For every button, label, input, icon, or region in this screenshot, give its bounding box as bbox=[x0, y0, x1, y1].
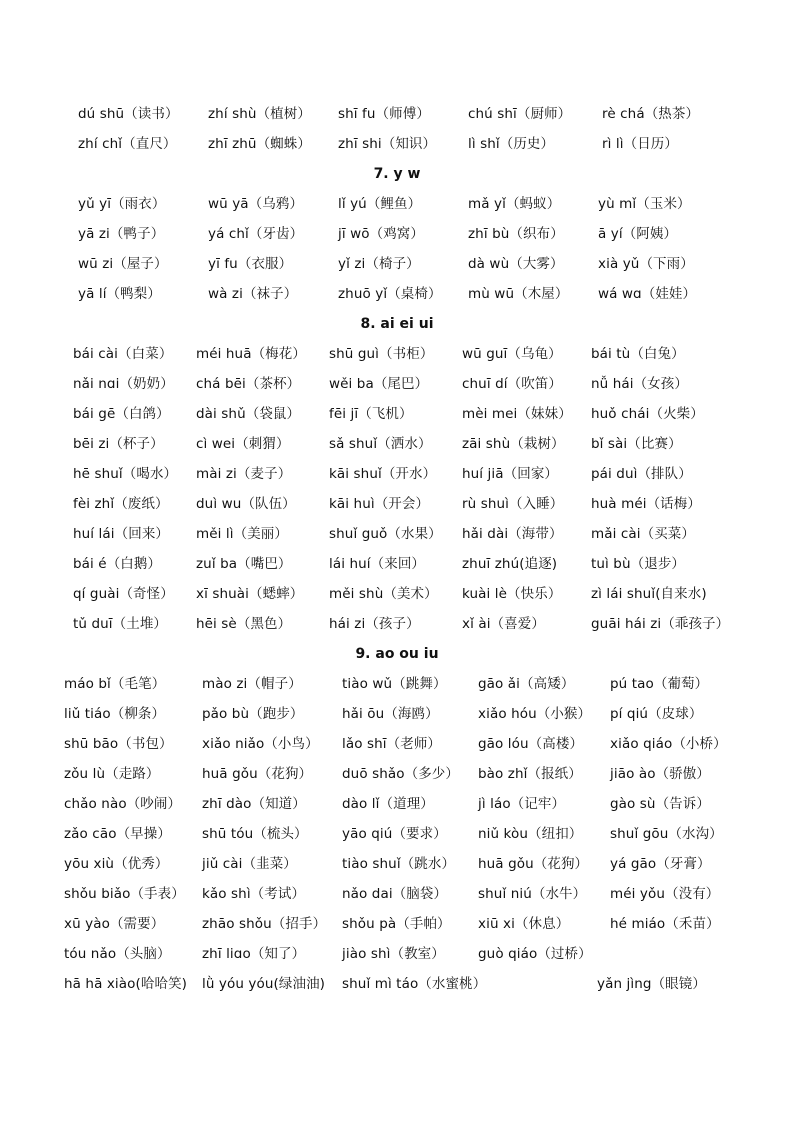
word-entry: máo bǐ（毛笔） bbox=[64, 676, 166, 692]
word-entry: yā zi（鸭子） bbox=[78, 226, 165, 242]
word-entry: hǎi ōu（海鸥） bbox=[342, 706, 439, 722]
word-entry: zhī dào（知道） bbox=[202, 796, 306, 812]
word-entry: sǎ shuǐ（洒水） bbox=[329, 436, 432, 452]
word-entry: měi shù（美术） bbox=[329, 586, 438, 602]
word-entry: kuài lè（快乐） bbox=[462, 586, 562, 602]
word-entry: shū bāo（书包） bbox=[64, 736, 173, 752]
word-entry: dú shū（读书） bbox=[78, 106, 179, 122]
word-entry: xū yào（需要） bbox=[64, 916, 165, 932]
section-title-8: 8. ai ei ui bbox=[360, 316, 434, 332]
word-entry: yǎn jìng（眼镜） bbox=[597, 976, 706, 992]
word-entry: guò qiáo（过桥） bbox=[478, 946, 592, 962]
word-entry: zhuō yǐ（桌椅） bbox=[338, 286, 442, 302]
word-entry: bái gē（白鸽） bbox=[73, 406, 170, 422]
word-entry: yǔ yī（雨衣） bbox=[78, 196, 166, 212]
word-entry: lái huí（来回） bbox=[329, 556, 426, 572]
word-entry: xiǎo niǎo（小鸟） bbox=[202, 736, 319, 752]
word-entry: gāo lóu（高楼） bbox=[478, 736, 584, 752]
word-entry: huā gǒu（花狗） bbox=[202, 766, 313, 782]
word-entry: bái cài（白菜） bbox=[73, 346, 173, 362]
word-entry: shuǐ guǒ（水果） bbox=[329, 526, 442, 542]
word-entry: tuì bù（退步） bbox=[591, 556, 686, 572]
word-entry: shū guì（书柜） bbox=[329, 346, 434, 362]
word-entry: dài shǔ（袋鼠） bbox=[196, 406, 301, 422]
word-entry: xià yǔ（下雨） bbox=[598, 256, 694, 272]
word-entry: hēi sè（黑色） bbox=[196, 616, 292, 632]
word-entry: hē shuǐ（喝水） bbox=[73, 466, 178, 482]
word-entry: zhī zhū（蜘蛛） bbox=[208, 136, 311, 152]
word-entry: jiǔ cài（韭菜） bbox=[202, 856, 297, 872]
word-entry: zhí shù（植树） bbox=[208, 106, 311, 122]
word-entry: pǎo bù（跑步） bbox=[202, 706, 304, 722]
word-entry: niǔ kòu（纽扣） bbox=[478, 826, 583, 842]
word-entry: xiū xi（休息） bbox=[478, 916, 570, 932]
word-entry: wū zi（屋子） bbox=[78, 256, 168, 272]
word-entry: zhuī zhú(追逐) bbox=[462, 556, 558, 572]
word-entry: kǎo shì（考试） bbox=[202, 886, 306, 902]
word-entry: shī fu（师傅） bbox=[338, 106, 430, 122]
word-entry: hé miáo（禾苗） bbox=[610, 916, 720, 932]
word-entry: fēi jī（飞机） bbox=[329, 406, 413, 422]
word-entry: mǎ yǐ（蚂蚁） bbox=[468, 196, 561, 212]
word-entry: wū yā（乌鸦） bbox=[208, 196, 304, 212]
word-entry: nǎo dai（脑袋） bbox=[342, 886, 448, 902]
word-entry: gào sù（告诉） bbox=[610, 796, 710, 812]
word-entry: shuǐ mì táo（水蜜桃） bbox=[342, 976, 487, 992]
section-title-7: 7. y w bbox=[373, 166, 421, 182]
word-entry: zāi shù（栽树） bbox=[462, 436, 565, 452]
word-entry: tiào shuǐ（跳水） bbox=[342, 856, 456, 872]
word-entry: nǚ hái（女孩） bbox=[591, 376, 688, 392]
word-entry: yāo qiú（要求） bbox=[342, 826, 447, 842]
word-entry: duō shǎo（多少） bbox=[342, 766, 459, 782]
word-entry: mèi mei（妹妹） bbox=[462, 406, 572, 422]
word-entry: huǒ chái（火柴） bbox=[591, 406, 704, 422]
word-entry: méi yǒu（没有） bbox=[610, 886, 720, 902]
word-entry: yā lí（鸭梨） bbox=[78, 286, 161, 302]
word-entry: yōu xiù（优秀） bbox=[64, 856, 169, 872]
word-entry: lì shǐ（历史） bbox=[468, 136, 555, 152]
word-entry: hái zi（孩子） bbox=[329, 616, 420, 632]
word-entry: rì lì（日历） bbox=[602, 136, 678, 152]
word-entry: zhāo shǒu（招手） bbox=[202, 916, 327, 932]
word-entry: chuī dí（吹笛） bbox=[462, 376, 562, 392]
word-entry: zuǐ ba（嘴巴） bbox=[196, 556, 292, 572]
word-entry: cì wei（刺猬） bbox=[196, 436, 290, 452]
word-entry: nǎi nɑi（奶奶） bbox=[73, 376, 174, 392]
word-entry: dà wù（大雾） bbox=[468, 256, 564, 272]
word-entry: wū guī（乌龟） bbox=[462, 346, 562, 362]
word-entry: měi lì（美丽） bbox=[196, 526, 288, 542]
word-entry: liǔ tiáo（柳条） bbox=[64, 706, 166, 722]
word-entry: mào zi（帽子） bbox=[202, 676, 302, 692]
word-entry: tóu nǎo（头脑） bbox=[64, 946, 171, 962]
word-entry: fèi zhǐ（废纸） bbox=[73, 496, 169, 512]
word-entry: duì wu（队伍） bbox=[196, 496, 296, 512]
word-entry: yù mǐ（玉米） bbox=[598, 196, 691, 212]
word-entry: zǒu lù（走路） bbox=[64, 766, 160, 782]
word-entry: guāi hái zi（乖孩子） bbox=[591, 616, 730, 632]
word-entry: zhī bù（织布） bbox=[468, 226, 564, 242]
word-entry: kāi huì（开会） bbox=[329, 496, 430, 512]
word-entry: pái duì（排队） bbox=[591, 466, 692, 482]
word-entry: chá bēi（茶杯） bbox=[196, 376, 301, 392]
word-entry: wěi ba（尾巴） bbox=[329, 376, 429, 392]
word-entry: hā hā xiào(哈哈笑) bbox=[64, 976, 188, 992]
word-entry: zǎo cāo（早操） bbox=[64, 826, 171, 842]
word-entry: yī fu（衣服） bbox=[208, 256, 293, 272]
word-entry: jī wō（鸡窝） bbox=[338, 226, 424, 242]
word-entry: xī shuài（蟋蟀） bbox=[196, 586, 304, 602]
word-entry: yǐ zi（椅子） bbox=[338, 256, 420, 272]
word-entry: hǎi dài（海带） bbox=[462, 526, 563, 542]
word-entry: shuǐ gōu（水沟） bbox=[610, 826, 723, 842]
word-entry: chú shī（厨师） bbox=[468, 106, 572, 122]
word-entry: huí lái（回来） bbox=[73, 526, 170, 542]
word-entry: wá wɑ（娃娃） bbox=[598, 286, 697, 302]
word-entry: mài zi（麦子） bbox=[196, 466, 292, 482]
word-entry: shuǐ niú（水牛） bbox=[478, 886, 587, 902]
word-entry: jiāo ào（骄傲） bbox=[610, 766, 710, 782]
word-entry: tǔ duī（土堆） bbox=[73, 616, 168, 632]
word-entry: xiǎo hóu（小猴） bbox=[478, 706, 592, 722]
word-entry: yá chǐ（牙齿） bbox=[208, 226, 304, 242]
word-entry: wà zi（袜子） bbox=[208, 286, 298, 302]
word-entry: lǜ yóu yóu(绿油油) bbox=[202, 976, 326, 992]
word-entry: xǐ ài（喜爱） bbox=[462, 616, 545, 632]
word-entry: bái é（白鹅） bbox=[73, 556, 162, 572]
word-entry: rù shuì（入睡） bbox=[462, 496, 564, 512]
word-entry: bái tù（白兔） bbox=[591, 346, 685, 362]
word-entry: jì láo（记牢） bbox=[478, 796, 566, 812]
word-entry: bǐ sài（比赛） bbox=[591, 436, 682, 452]
word-entry: qí guài（奇怪） bbox=[73, 586, 174, 602]
word-entry: zì lái shuǐ(自来水) bbox=[591, 586, 707, 602]
word-entry: bēi zi（杯子） bbox=[73, 436, 164, 452]
word-entry: shǒu biǎo（手表） bbox=[64, 886, 185, 902]
word-entry: kāi shuǐ（开水） bbox=[329, 466, 437, 482]
word-entry: yá gāo（牙膏） bbox=[610, 856, 711, 872]
word-entry: gāo ǎi（高矮） bbox=[478, 676, 575, 692]
word-entry: huà méi（话梅） bbox=[591, 496, 701, 512]
word-entry: huā gǒu（花狗） bbox=[478, 856, 589, 872]
word-entry: rè chá（热茶） bbox=[602, 106, 700, 122]
word-entry: dào lǐ（道理） bbox=[342, 796, 434, 812]
word-entry: zhí chǐ（直尺） bbox=[78, 136, 177, 152]
word-entry: pú tao（葡萄） bbox=[610, 676, 709, 692]
word-entry: huí jiā（回家） bbox=[462, 466, 559, 482]
word-entry: shǒu pà（手帕） bbox=[342, 916, 451, 932]
word-entry: ā yí（阿姨） bbox=[598, 226, 678, 242]
word-entry: zhī liɑo（知了） bbox=[202, 946, 306, 962]
word-entry: bào zhǐ（报纸） bbox=[478, 766, 582, 782]
word-entry: méi huā（梅花） bbox=[196, 346, 306, 362]
word-entry: tiào wǔ（跳舞） bbox=[342, 676, 447, 692]
word-entry: lǎo shī（老师） bbox=[342, 736, 442, 752]
word-entry: jiào shì（教室） bbox=[342, 946, 445, 962]
word-entry: mù wū（木屋） bbox=[468, 286, 569, 302]
word-entry: chǎo nào（吵闹） bbox=[64, 796, 182, 812]
word-entry: shū tóu（梳头） bbox=[202, 826, 308, 842]
word-entry: pí qiú（皮球） bbox=[610, 706, 703, 722]
word-entry: mǎi cài（买菜） bbox=[591, 526, 696, 542]
section-title-9: 9. ao ou iu bbox=[355, 646, 439, 662]
word-entry: lǐ yú（鲤鱼） bbox=[338, 196, 422, 212]
word-entry: xiǎo qiáo（小桥） bbox=[610, 736, 727, 752]
word-entry: zhī shi（知识） bbox=[338, 136, 437, 152]
